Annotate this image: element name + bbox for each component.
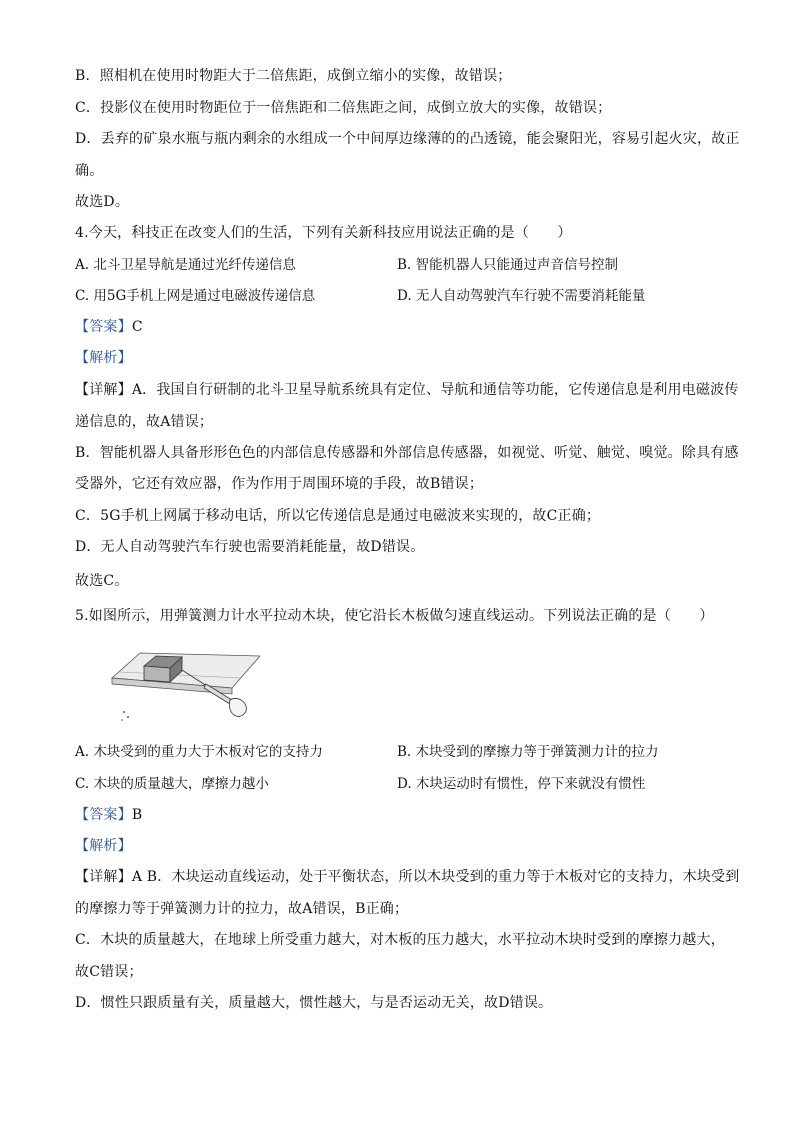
q4-option-c: C. 用5G手机上网是通过电磁波传递信息: [75, 288, 316, 304]
q4-detail-6: D．无人自动驾驶汽车行驶也需要消耗能量，故D错误。: [75, 539, 425, 555]
q4-answer: [75, 317, 143, 337]
q4-detail-1: [75, 380, 739, 400]
question-5-stem: 5.如图所示，用弹簧测力计水平拉动木块，使它沿长木板做匀速直线运动。下列说法正确的是（ ）: [75, 608, 714, 624]
detail-tag: 【详解】: [75, 869, 132, 885]
text-line: 故选D。: [75, 194, 130, 210]
detail-text: A B．木块运动直线运动，处于平衡状态，所以木块受到的重力等于木板对它的支持力，木块受到: [131, 869, 740, 885]
text-line: 确。: [75, 163, 104, 179]
text-line: D．丢弃的矿泉水瓶与瓶内剩余的水组成一个中间厚边缘薄的的凸透镜，能会聚阳光，容易引起火灾，故正: [75, 131, 740, 147]
question-4-stem: 4.今天，科技正在改变人们的生活，下列有关新科技应用说法正确的是（ ）: [75, 225, 572, 241]
q5-detail-4: 故C错误；: [75, 964, 143, 980]
q4-option-a: A. 北斗卫星导航是通过光纤传递信息: [75, 257, 296, 273]
q5-answer: [75, 805, 142, 825]
spring-scale-wooden-block-figure: [110, 648, 260, 728]
q5-detail-2: 的摩擦力等于弹簧测力计的拉力，故A错误，B正确；: [75, 901, 409, 917]
q5-analysis-tag: [75, 836, 132, 856]
q4-detail-3: B．智能机器人具备形形色色的内部信息传感器和外部信息传感器，如视觉、听觉、触觉、嗅觉。除具有感: [75, 445, 739, 461]
q4-detail-2: 递信息的，故A错误；: [75, 414, 214, 430]
q5-option-b: B. 木块受到的摩擦力等于弹簧测力计的拉力: [397, 744, 659, 760]
analysis-tag: 【解析】: [75, 838, 132, 854]
answer-value: B: [131, 807, 143, 823]
q4-detail-5: C．5G手机上网属于移动电话，所以它传递信息是通过电磁波来实现的，故C正确；: [75, 508, 601, 524]
q4-choose: 故选C。: [75, 573, 129, 589]
text-line: B．照相机在使用时物距大于二倍焦距，成倒立缩小的实像，故错误；: [75, 68, 512, 84]
analysis-tag: 【解析】: [75, 350, 132, 366]
q5-option-c: C. 木块的质量越大，摩擦力越小: [75, 776, 269, 792]
text-line: C．投影仪在使用时物距位于一倍焦距和二倍焦距之间，成倒立放大的实像，故错误；: [75, 100, 612, 116]
answer-tag: 【答案】: [75, 807, 132, 823]
q5-detail-5: D．惯性只跟质量有关，质量越大，惯性越大，与是否运动无关，故D错误。: [75, 995, 553, 1011]
q4-analysis-tag: [75, 348, 132, 368]
detail-text: A．我国自行研制的北斗卫星导航系统具有定位、导航和通信等功能，它传递信息是利用电磁波传: [131, 382, 739, 398]
q5-detail-1: [75, 867, 739, 887]
answer-value: C: [131, 319, 143, 335]
q5-option-d: D. 木块运动时有惯性，停下来就没有惯性: [397, 776, 646, 792]
q4-option-d: D. 无人自动驾驶汽车行驶不需要消耗能量: [397, 288, 646, 304]
q5-detail-3: C．木块的质量越大，在地球上所受重力越大，对木板的压力越大，水平拉动木块时受到的摩擦力越大，: [75, 932, 725, 948]
q5-option-a: A. 木块受到的重力大于木板对它的支持力: [75, 744, 323, 760]
q4-detail-4: 受器外，它还有效应器，作为作用于周围环境的手段，故B错误；: [75, 476, 484, 492]
detail-tag: 【详解】: [75, 382, 132, 398]
answer-tag: 【答案】: [75, 319, 132, 335]
q4-option-b: B. 智能机器人只能通过声音信号控制: [397, 257, 619, 273]
